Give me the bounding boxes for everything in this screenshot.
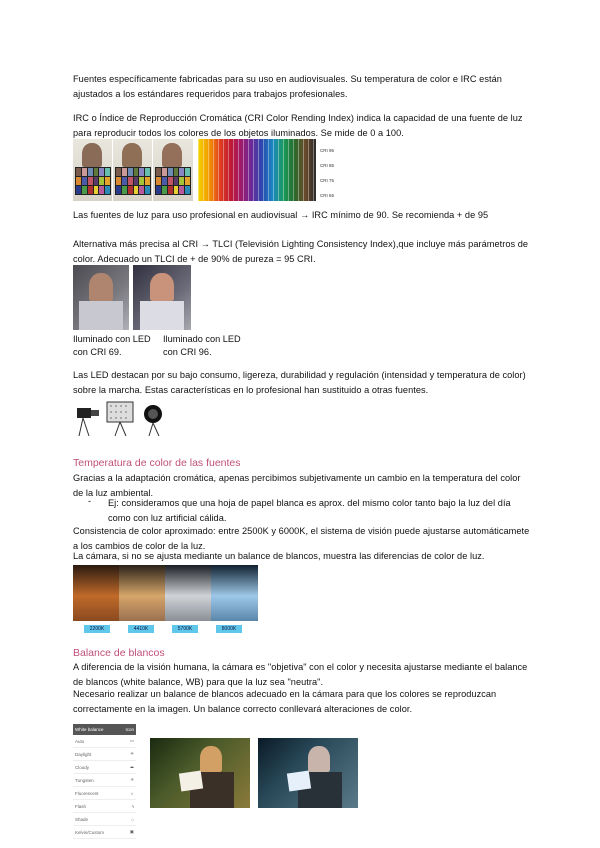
tlci-paragraph: Alternativa más precisa al CRI → TLCI (Televisión Lighting Consistency Index),que incluye más parámetros de color. Adecuado un TLCI de + de 90% de pureza = 95 CRI. <box>73 239 529 264</box>
wb-row-label: Cloudy <box>75 764 90 770</box>
caption-cri69: Iluminado con LED con CRI 69. <box>73 334 151 357</box>
wb-table-header <box>73 724 136 735</box>
cri-paragraph: IRC o Índice de Reproducción Cromática (CRI Color Rending Index) indica la capacidad de una fuente de luz para reproducir todos los colores de los objetos iluminados. Se mide de 0 a 100. <box>73 113 523 138</box>
wb-row <box>73 761 136 774</box>
section-heading-temperature: Temperatura de color de las fuentes <box>73 457 241 469</box>
wb-row-label: Auto <box>75 738 85 744</box>
intro-paragraph: Fuentes específicamente fabricadas para su uso en audiovisuales. Su temperatura de color e IRC están ajustados a los estándares requeridos para trabajos profesionales. <box>73 74 502 99</box>
wb-header-icon-label: Icon <box>125 727 134 732</box>
cri-label: CRI 65 <box>320 193 335 198</box>
wb-row-label: Kelvin/Custom <box>75 829 105 835</box>
wb-row <box>73 813 136 826</box>
bulb-icon: ✳ <box>130 777 134 782</box>
sun-icon: ☀ <box>129 751 134 756</box>
wb-row <box>73 774 136 787</box>
wb-header-label: White balance <box>75 727 104 732</box>
flash-icon: ϟ <box>131 803 134 809</box>
colored-pencils-photo <box>198 139 316 201</box>
bullet-marker: - <box>88 496 92 506</box>
wb-row <box>73 787 136 800</box>
shade-icon: ⌂ <box>131 816 134 822</box>
cri-label: CRI 75 <box>320 178 335 183</box>
consistency-paragraph: Consistencia de color aproximado: entre 2500K y 6000K, el sistema de visión puede ajustarse automáticamete a los cambios de color de la luz. <box>73 526 530 551</box>
temp-label: 5700K <box>172 625 198 633</box>
correct-balance-paragraph: Necesario realizar un balance de blancos adecuado en la cámara para que los colores se reproduzcan correctamente en la imagen. Un balance correcto conllevará alteraciones de color. <box>73 689 497 714</box>
wb-row-label: Shade <box>75 816 89 822</box>
wb-row-label: Tungsten <box>75 777 94 783</box>
wb-cool-photo <box>258 738 358 808</box>
adaptation-paragraph: Gracias a la adaptación cromática, apenas percibimos subjetivamente un cambio en la temperatura del color de la luz ambiental. <box>73 473 521 498</box>
camera-paragraph: La cámara, si no se ajusta mediante un balance de blancos, muestra las diferencias de color de luz. <box>73 551 485 561</box>
cri-scale-labels <box>320 143 334 203</box>
led-cri96-photo <box>133 265 191 330</box>
auto-wb-icon: ▭ <box>129 738 134 743</box>
wb-row <box>73 826 136 839</box>
temp-label: 8000K <box>216 625 242 633</box>
white-balance-table <box>73 724 136 835</box>
temp-label: 4410K <box>128 625 154 633</box>
cri-label: CRI 85 <box>320 163 335 168</box>
temp-label: 2200K <box>84 625 110 633</box>
wb-row-label: Daylight <box>75 751 92 757</box>
wb-row-label: Fluorescent <box>75 790 99 796</box>
section-heading-white-balance: Balance de blancos <box>73 647 165 659</box>
led-cri69-photo <box>73 265 129 330</box>
custom-wb-icon: ▣ <box>129 829 134 834</box>
wb-row <box>73 735 136 748</box>
fluorescent-icon: ☼ <box>129 790 134 796</box>
bullet-example: Ej: consideramos que una hoja de papel blanca es aprox. del mismo color tanto bajo la luz del día como con luz artificial cálida. <box>108 498 511 523</box>
cri-label: CRI 95 <box>320 148 335 153</box>
wb-warm-photo <box>150 738 250 808</box>
cri-recommendation: Las fuentes de luz para uso profesional en audiovisual → IRC mínimo de 90. Se recomienda + de 95 <box>73 210 489 220</box>
cri-comparison-photos <box>73 139 193 201</box>
led-paragraph: Las LED destacan por su bajo consumo, ligereza, durabilidad y regulación (intensidad y temperatura de color) sobre la marcha. Estas características en lo profesional han sustituido a otras fuentes. <box>73 370 526 395</box>
wb-row-label: Flash <box>75 803 87 809</box>
wb-row <box>73 748 136 761</box>
white-balance-paragraph: A diferencia de la visión humana, la cámara es "objetiva" con el color y necesita ajustarse mediante el balance de blancos (white balance, WB) para que la luz sea "neutra". <box>73 662 528 687</box>
cloud-icon: ☁ <box>129 764 134 769</box>
color-temperature-photos <box>73 565 258 621</box>
wb-row <box>73 800 136 813</box>
caption-cri96: Iluminado con LED con CRI 96. <box>163 334 241 357</box>
led-fixtures-image <box>73 398 173 438</box>
